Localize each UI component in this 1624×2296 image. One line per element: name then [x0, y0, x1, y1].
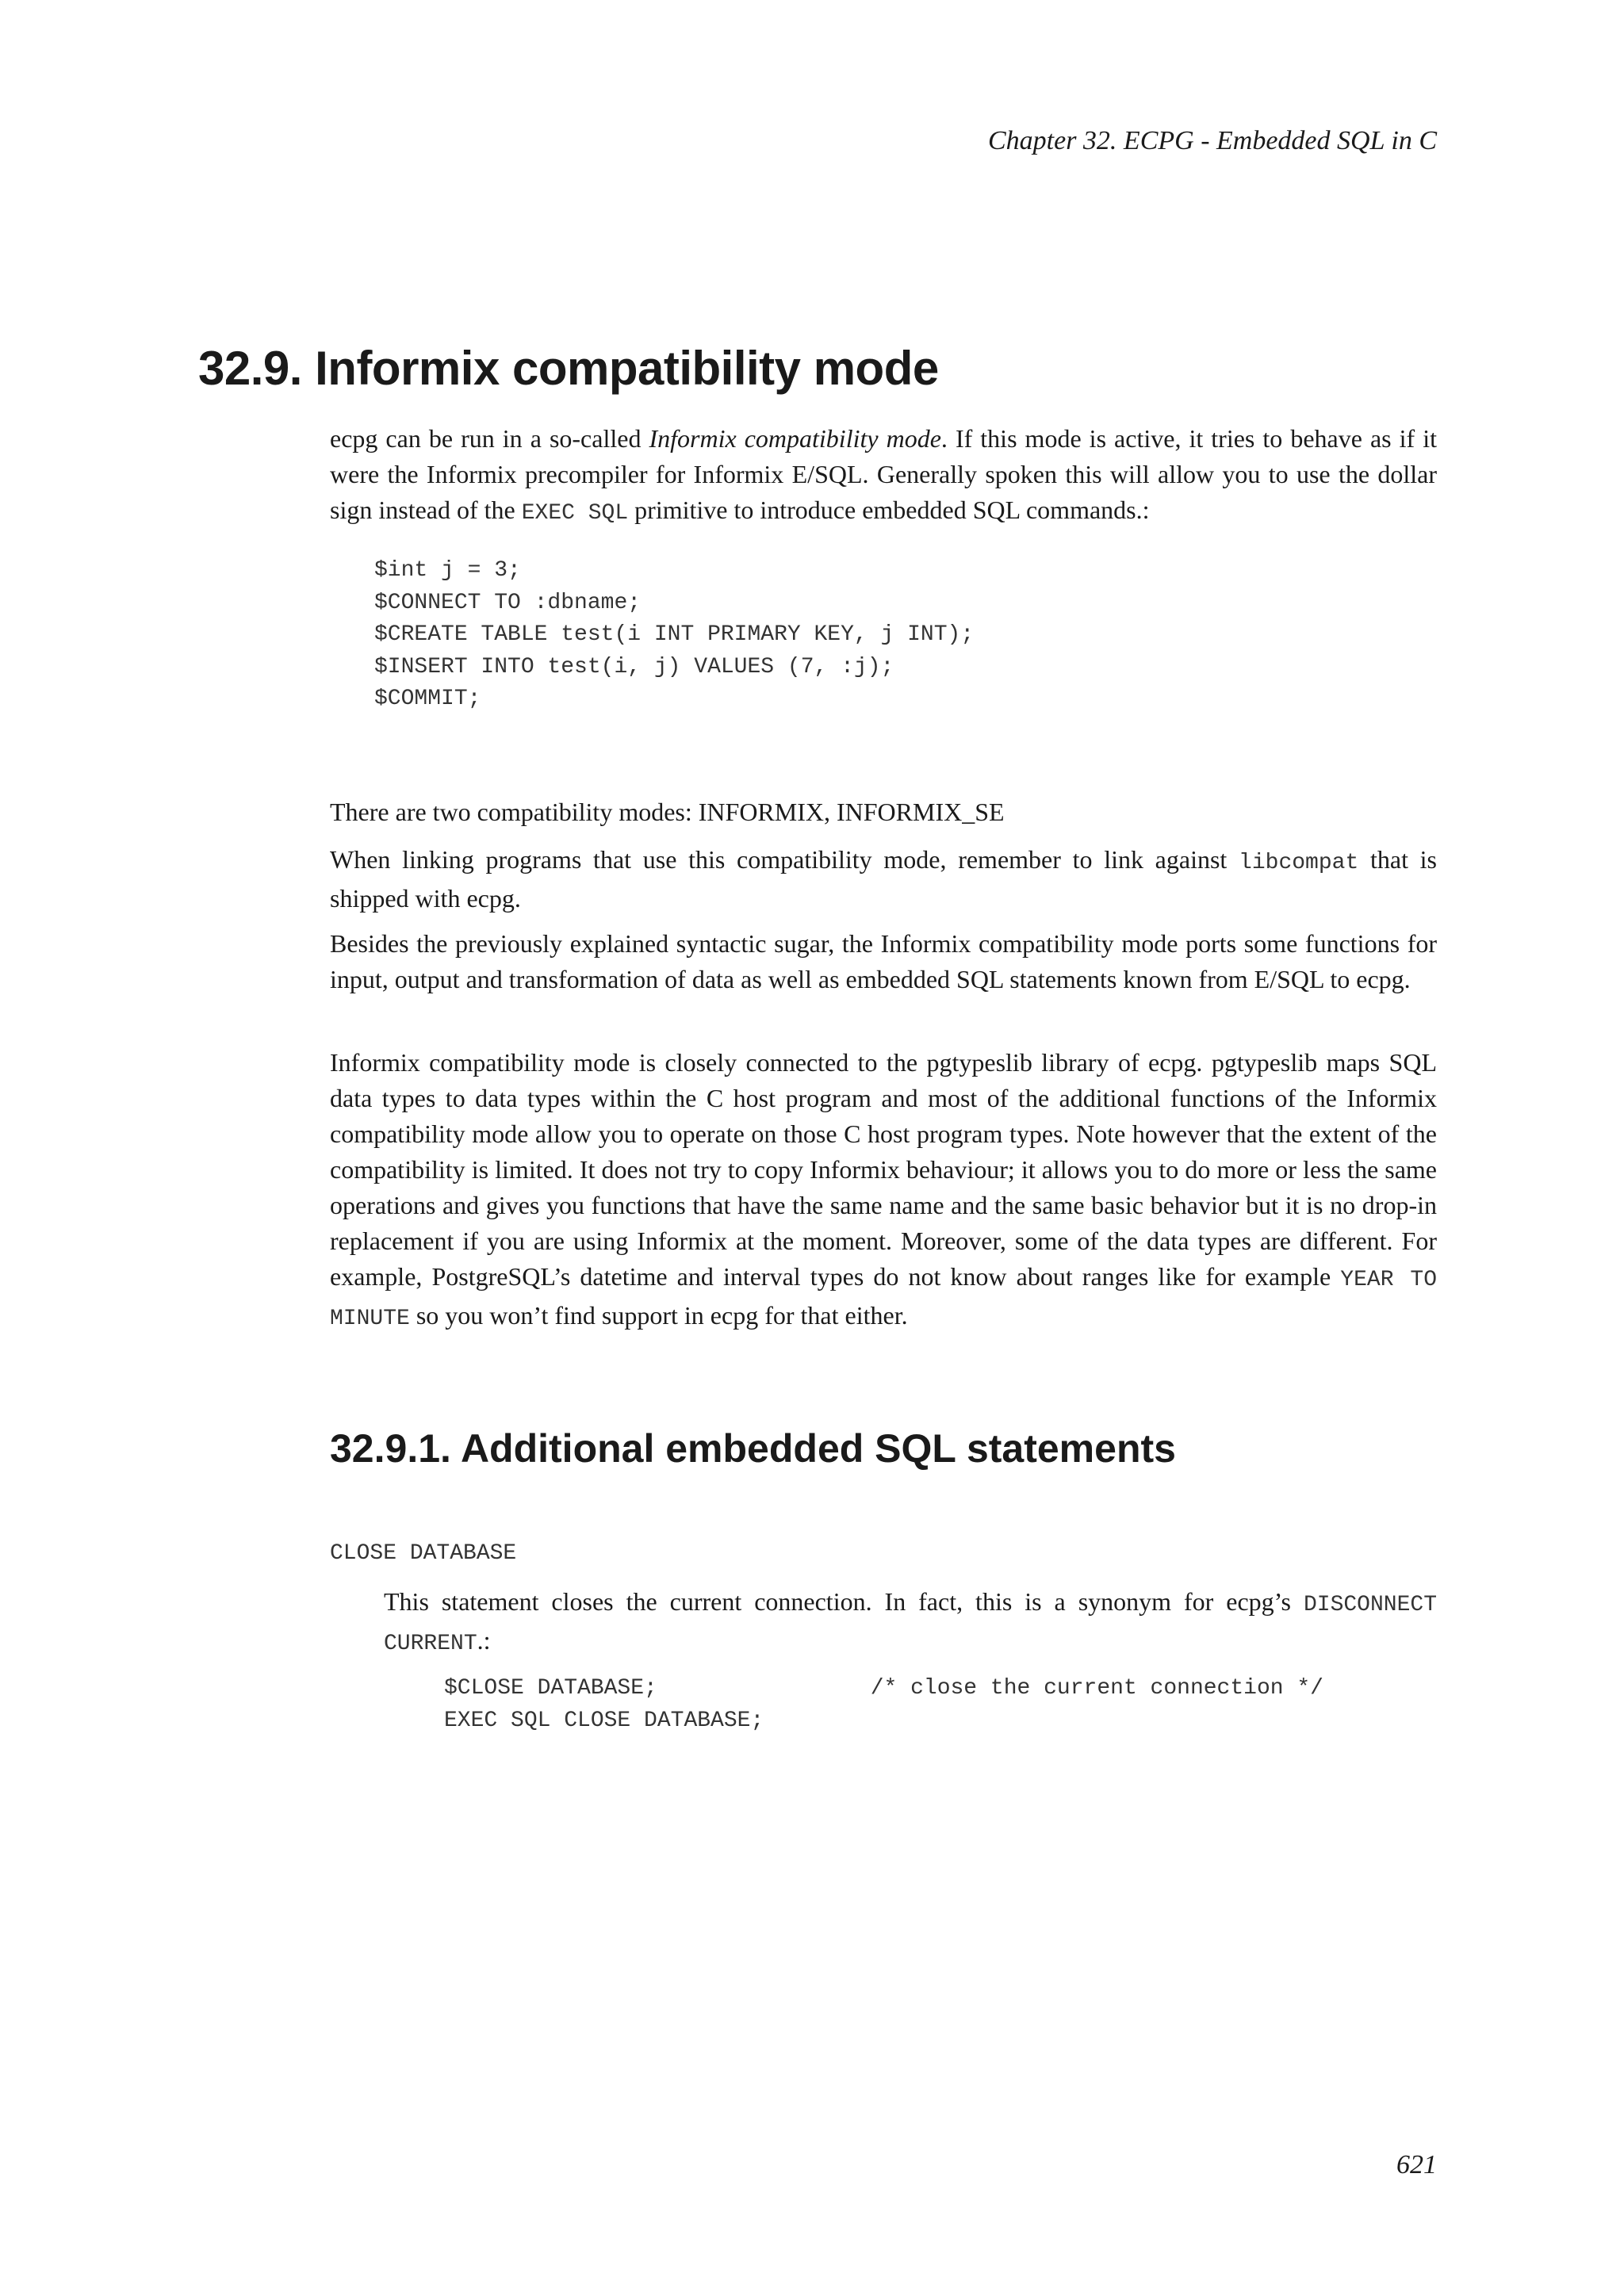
inline-code: EXEC SQL	[521, 501, 629, 526]
linking-paragraph: When linking programs that use this compatibility mode, remember to link against libcompat that is shipped with ecpg.	[330, 845, 1438, 913]
inline-code: DISCONNECT CURRENT	[384, 1593, 1437, 1656]
sugar-paragraph-block	[330, 926, 1437, 997]
intro-paragraph: ecpg can be run in a so-called Informix compatibility mode. If this mode is active, it tries to behave as if it were the Informix precompiler for Informix E/SQL. Generally spoken this will allow you to use the dollar sign instead of the EXEC SQL primitive to introduce embedded SQL commands.:	[330, 424, 1438, 526]
pgtypes-paragraph-block	[330, 1045, 1437, 1337]
sugar-paragraph: Besides the previously explained syntactic sugar, the Informix compatibility mode ports some functions for input, output and transformation of data as well as embedded SQL statements known from E/SQL to ecpg.	[330, 929, 1437, 993]
code-example-block	[374, 555, 1437, 716]
definition-term: CLOSE DATABASE	[330, 1541, 517, 1566]
inline-code: YEAR TO MINUTE	[330, 1268, 1437, 1331]
modes-paragraph-block	[330, 794, 1437, 830]
definition-description: This statement closes the current connection. In fact, this is a synonym for ecpg’s DISCONNECT CURRENT.:	[384, 1587, 1437, 1656]
section-heading: 32.9. Informix compatibility mode	[198, 342, 939, 395]
page-number: 621	[1396, 2150, 1437, 2179]
close-database-code: $CLOSE DATABASE; /* close the current connection */ EXEC SQL CLOSE DATABASE;	[444, 1676, 1323, 1733]
pgtypes-paragraph: Informix compatibility mode is closely connected to the pgtypeslib library of ecpg. pgtypeslib maps SQL data types to data types within the C host program and most of the additional functions of the Informix compatibility mode allow you to operate on those C host program types. Note however that the extent of the compatibility is limited. It does not try to copy Informix behaviour; it allows you to do more or less the same operations and gives you functions that have the same name and the same basic behavior but it is no drop-in replacement if you are using Informix at the moment. Moreover, some of the data types are different. For example, PostgreSQL’s datetime and interval types do not know about ranges like for example YEAR TO MINUTE so you won’t find support in ecpg for that either.	[330, 1048, 1437, 1331]
close-database-code-block	[444, 1673, 1437, 1737]
subsection-heading: 32.9.1. Additional embedded SQL statements	[330, 1426, 1176, 1471]
code-example: $int j = 3; $CONNECT TO :dbname; $CREATE TABLE test(i INT PRIMARY KEY, j INT); $INSERT INTO test(i, j) VALUES (7, :j); $COMMIT;	[374, 558, 975, 711]
inline-code: libcompat	[1239, 851, 1359, 875]
modes-paragraph: There are two compatibility modes: INFORMIX, INFORMIX_SE	[330, 798, 1005, 826]
running-header: Chapter 32. ECPG - Embedded SQL in C	[987, 126, 1437, 155]
intro-paragraph-block	[330, 421, 1437, 531]
linking-paragraph-block	[330, 842, 1437, 916]
emphasis-term: Informix compatibility mode	[649, 424, 941, 453]
definition-description-block	[384, 1584, 1437, 1662]
